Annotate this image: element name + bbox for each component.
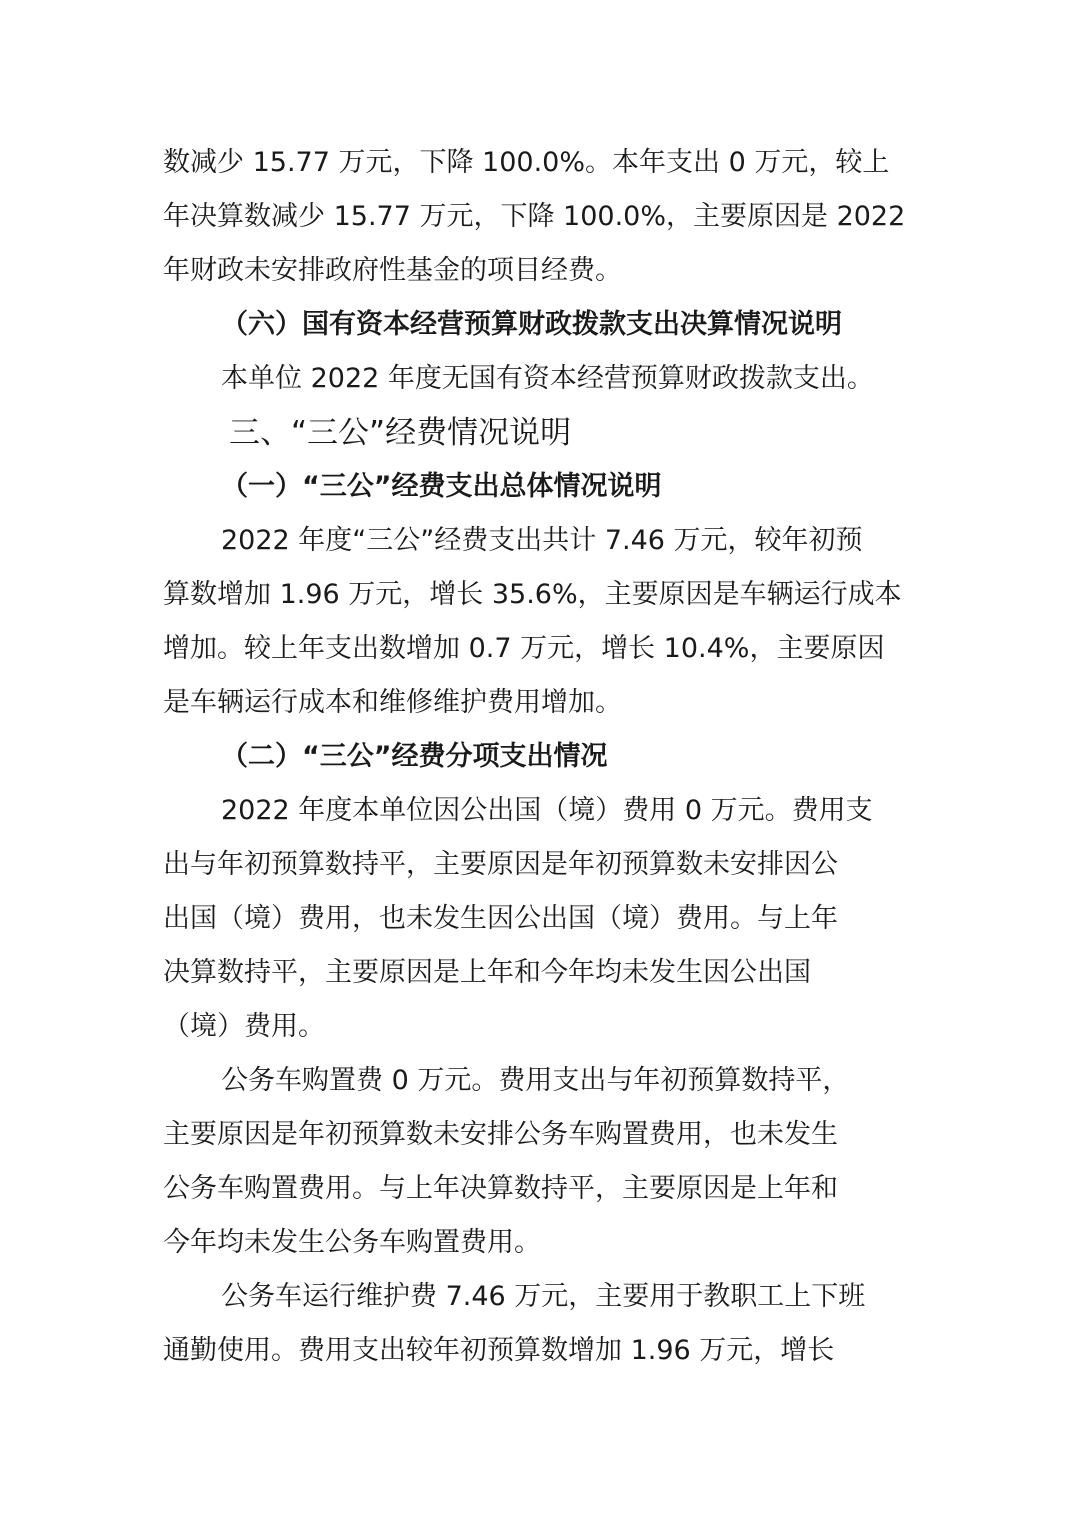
- paragraph-line: 通勤使用。费用支出较年初预算数增加 1.96 万元，增长: [163, 1335, 835, 1366]
- paragraph-line: 公务车运行维护费 7.46 万元，主要用于教职工上下班: [221, 1281, 866, 1312]
- section-heading-one: （一）“三公”经费支出总体情况说明: [221, 471, 662, 502]
- chapter-heading-three: 三、“三公”经费情况说明: [229, 415, 572, 451]
- paragraph-line: 主要原因是年初预算数未安排公务车购置费用，也未发生: [163, 1119, 838, 1150]
- paragraph-line: 增加。较上年支出数增加 0.7 万元，增长 10.4%，主要原因: [163, 633, 885, 664]
- paragraph-line: 公务车购置费用。与上年决算数持平，主要原因是上年和: [163, 1173, 838, 1204]
- paragraph-line: 算数增加 1.96 万元，增长 35.6%，主要原因是车辆运行成本: [163, 579, 902, 610]
- paragraph-line: 2022 年度“三公”经费支出共计 7.46 万元，较年初预: [221, 525, 863, 556]
- paragraph-line: 2022 年度本单位因公出国（境）费用 0 万元。费用支: [221, 795, 873, 826]
- paragraph-line: 出国（境）费用，也未发生因公出国（境）费用。与上年: [163, 903, 838, 934]
- section-heading-six: （六）国有资本经营预算财政拨款支出决算情况说明: [221, 309, 842, 340]
- paragraph-line: 年决算数减少 15.77 万元，下降 100.0%，主要原因是 2022: [163, 201, 906, 232]
- paragraph-line: 今年均未发生公务车购置费用。: [163, 1227, 541, 1258]
- paragraph-line: 数减少 15.77 万元，下降 100.0%。本年支出 0 万元，较上: [163, 147, 890, 178]
- paragraph-line: 本单位 2022 年度无国有资本经营预算财政拨款支出。: [221, 363, 874, 394]
- paragraph-line: （境）费用。: [163, 1011, 325, 1042]
- paragraph-line: 决算数持平，主要原因是上年和今年均未发生因公出国: [163, 957, 811, 988]
- paragraph-line: 年财政未安排政府性基金的项目经费。: [163, 255, 622, 286]
- section-heading-two: （二）“三公”经费分项支出情况: [221, 741, 608, 772]
- paragraph-line: 公务车购置费 0 万元。费用支出与年初预算数持平，: [221, 1065, 850, 1096]
- paragraph-line: 出与年初预算数持平，主要原因是年初预算数未安排因公: [163, 849, 838, 880]
- paragraph-line: 是车辆运行成本和维修维护费用增加。: [163, 687, 622, 718]
